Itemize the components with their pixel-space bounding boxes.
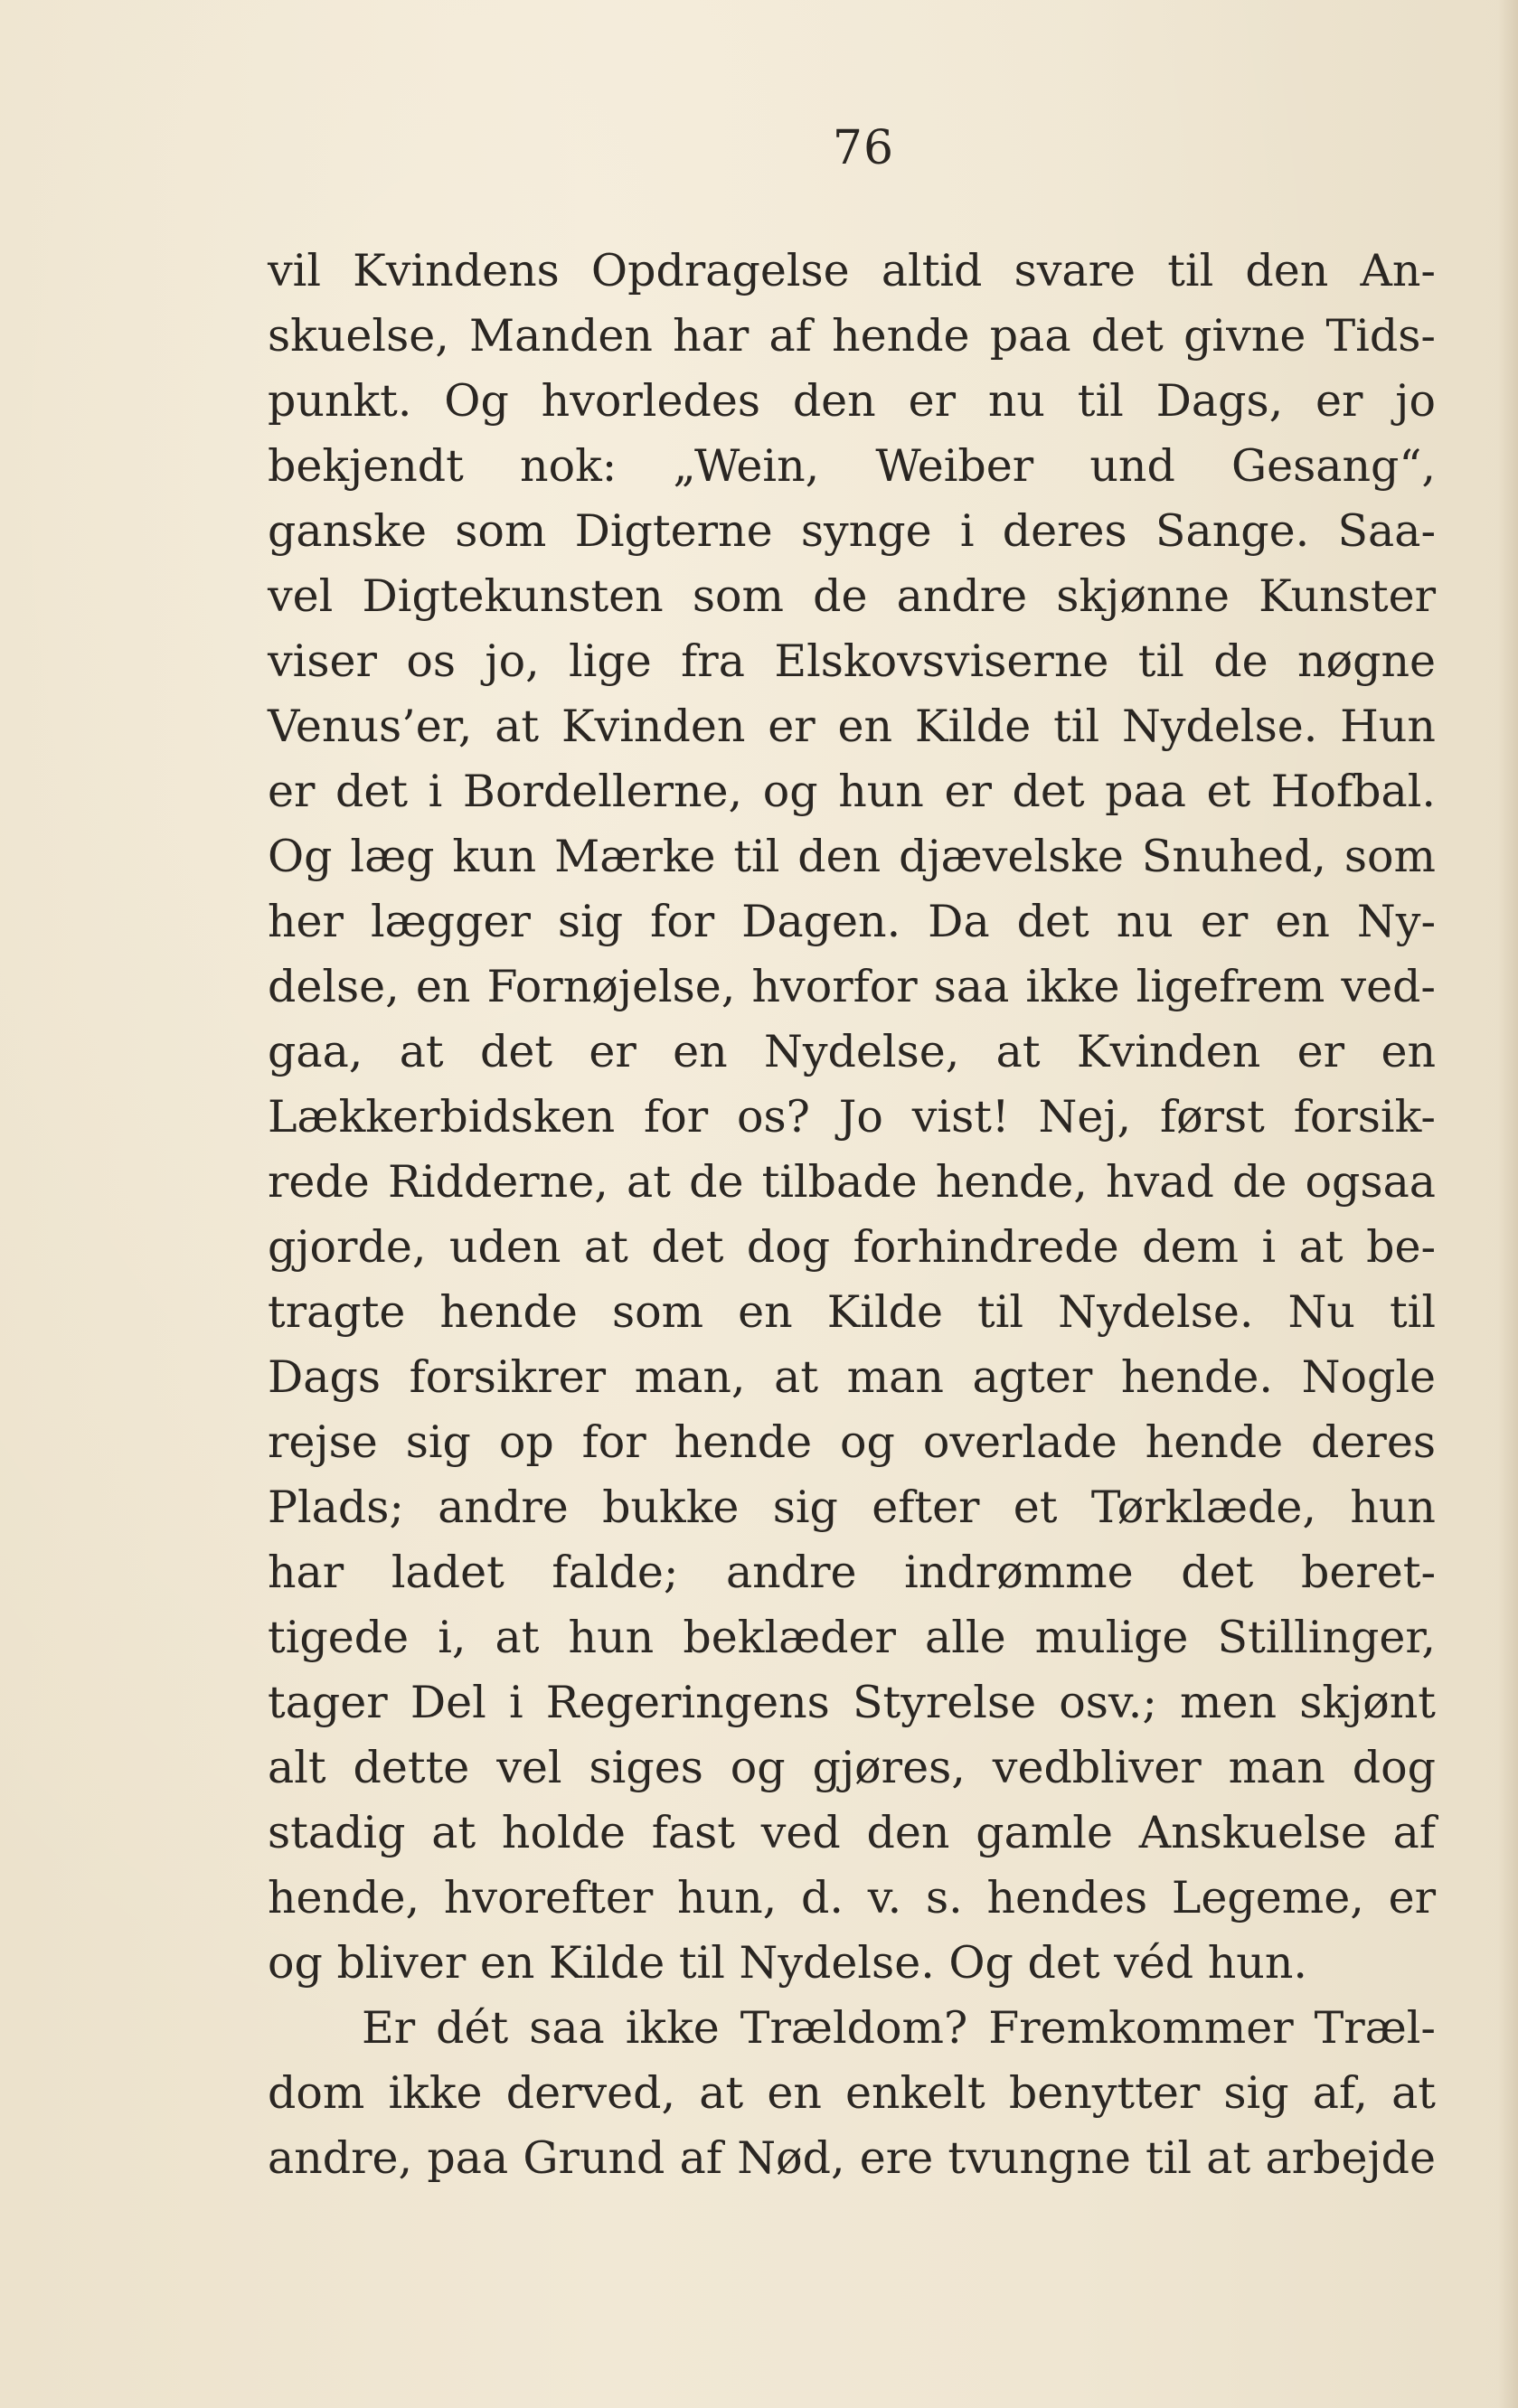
text-line: skuelse, Manden har af hende paa det givne Tids- [268,310,1436,362]
text-line: hende, hvorefter hun, d. v. s. hendes Legeme, er [268,1872,1436,1924]
paragraph-1 [268,239,1436,1996]
text-line: stadig at holde fast ved den gamle Anskuelse af [268,1807,1436,1858]
text-line: viser os jo, lige fra Elskovsviserne til de nøgne [268,635,1436,687]
paragraph-2 [268,1996,1436,2191]
text-line: tager Del i Regeringens Styrelse osv.; men skjønt [268,1677,1436,1728]
text-line: er det i Bordellerne, og hun er det paa et Hofbal. [268,766,1436,817]
text-line: tigede i, at hun beklæder alle mulige Stillinger, [268,1612,1436,1663]
text-line: rejse sig op for hende og overlade hende deres [268,1416,1436,1468]
text-line: har ladet falde; andre indrømme det beret- [268,1547,1436,1598]
text-line: her lægger sig for Dagen. Da det nu er en Ny- [268,896,1436,947]
page-edge-shadow [1498,0,1518,2408]
text-line: delse, en Fornøjelse, hvorfor saa ikke ligefrem ved- [268,961,1436,1012]
text-line: dom ikke derved, at en enkelt benytter sig af, at [268,2067,1436,2119]
text-line: Plads; andre bukke sig efter et Tørklæde, hun [268,1481,1436,1533]
text-line: andre, paa Grund af Nød, ere tvungne til at arbejde [268,2132,1436,2184]
text-line: gjorde, uden at det dog forhindrede dem i at be- [268,1221,1436,1273]
text-line: punkt. Og hvorledes den er nu til Dags, er jo [268,375,1436,427]
text-line: ganske som Digterne synge i deres Sange. Saa- [268,505,1436,557]
text-line: vel Digtekunsten som de andre skjønne Kunster [268,570,1436,622]
page-number: 76 [832,121,895,175]
text-line: tragte hende som en Kilde til Nydelse. Nu til [268,1286,1436,1338]
body-text [268,239,1436,2191]
text-line: gaa, at det er en Nydelse, at Kvinden er en [268,1026,1436,1077]
text-line: Lækkerbidsken for os? Jo vist! Nej, først forsik- [268,1091,1436,1143]
text-line: Dags forsikrer man, at man agter hende. Nogle [268,1351,1436,1403]
text-line: rede Ridderne, at de tilbade hende, hvad de ogsaa [268,1156,1436,1208]
text-line: og bliver en Kilde til Nydelse. Og det véd hun. [268,1937,1307,1989]
text-line: Venus’er, at Kvinden er en Kilde til Nydelse. Hun [268,701,1436,752]
text-line: Og læg kun Mærke til den djævelske Snuhed, som [268,831,1436,882]
text-line: vil Kvindens Opdragelse altid svare til den An- [268,245,1436,296]
text-line: alt dette vel siges og gjøres, vedbliver man dog [268,1742,1436,1793]
text-line: Er dét saa ikke Trældom? Fremkommer Træl- [362,2002,1436,2054]
text-line: bekjendt nok: „Wein, Weiber und Gesang“, [268,440,1436,492]
